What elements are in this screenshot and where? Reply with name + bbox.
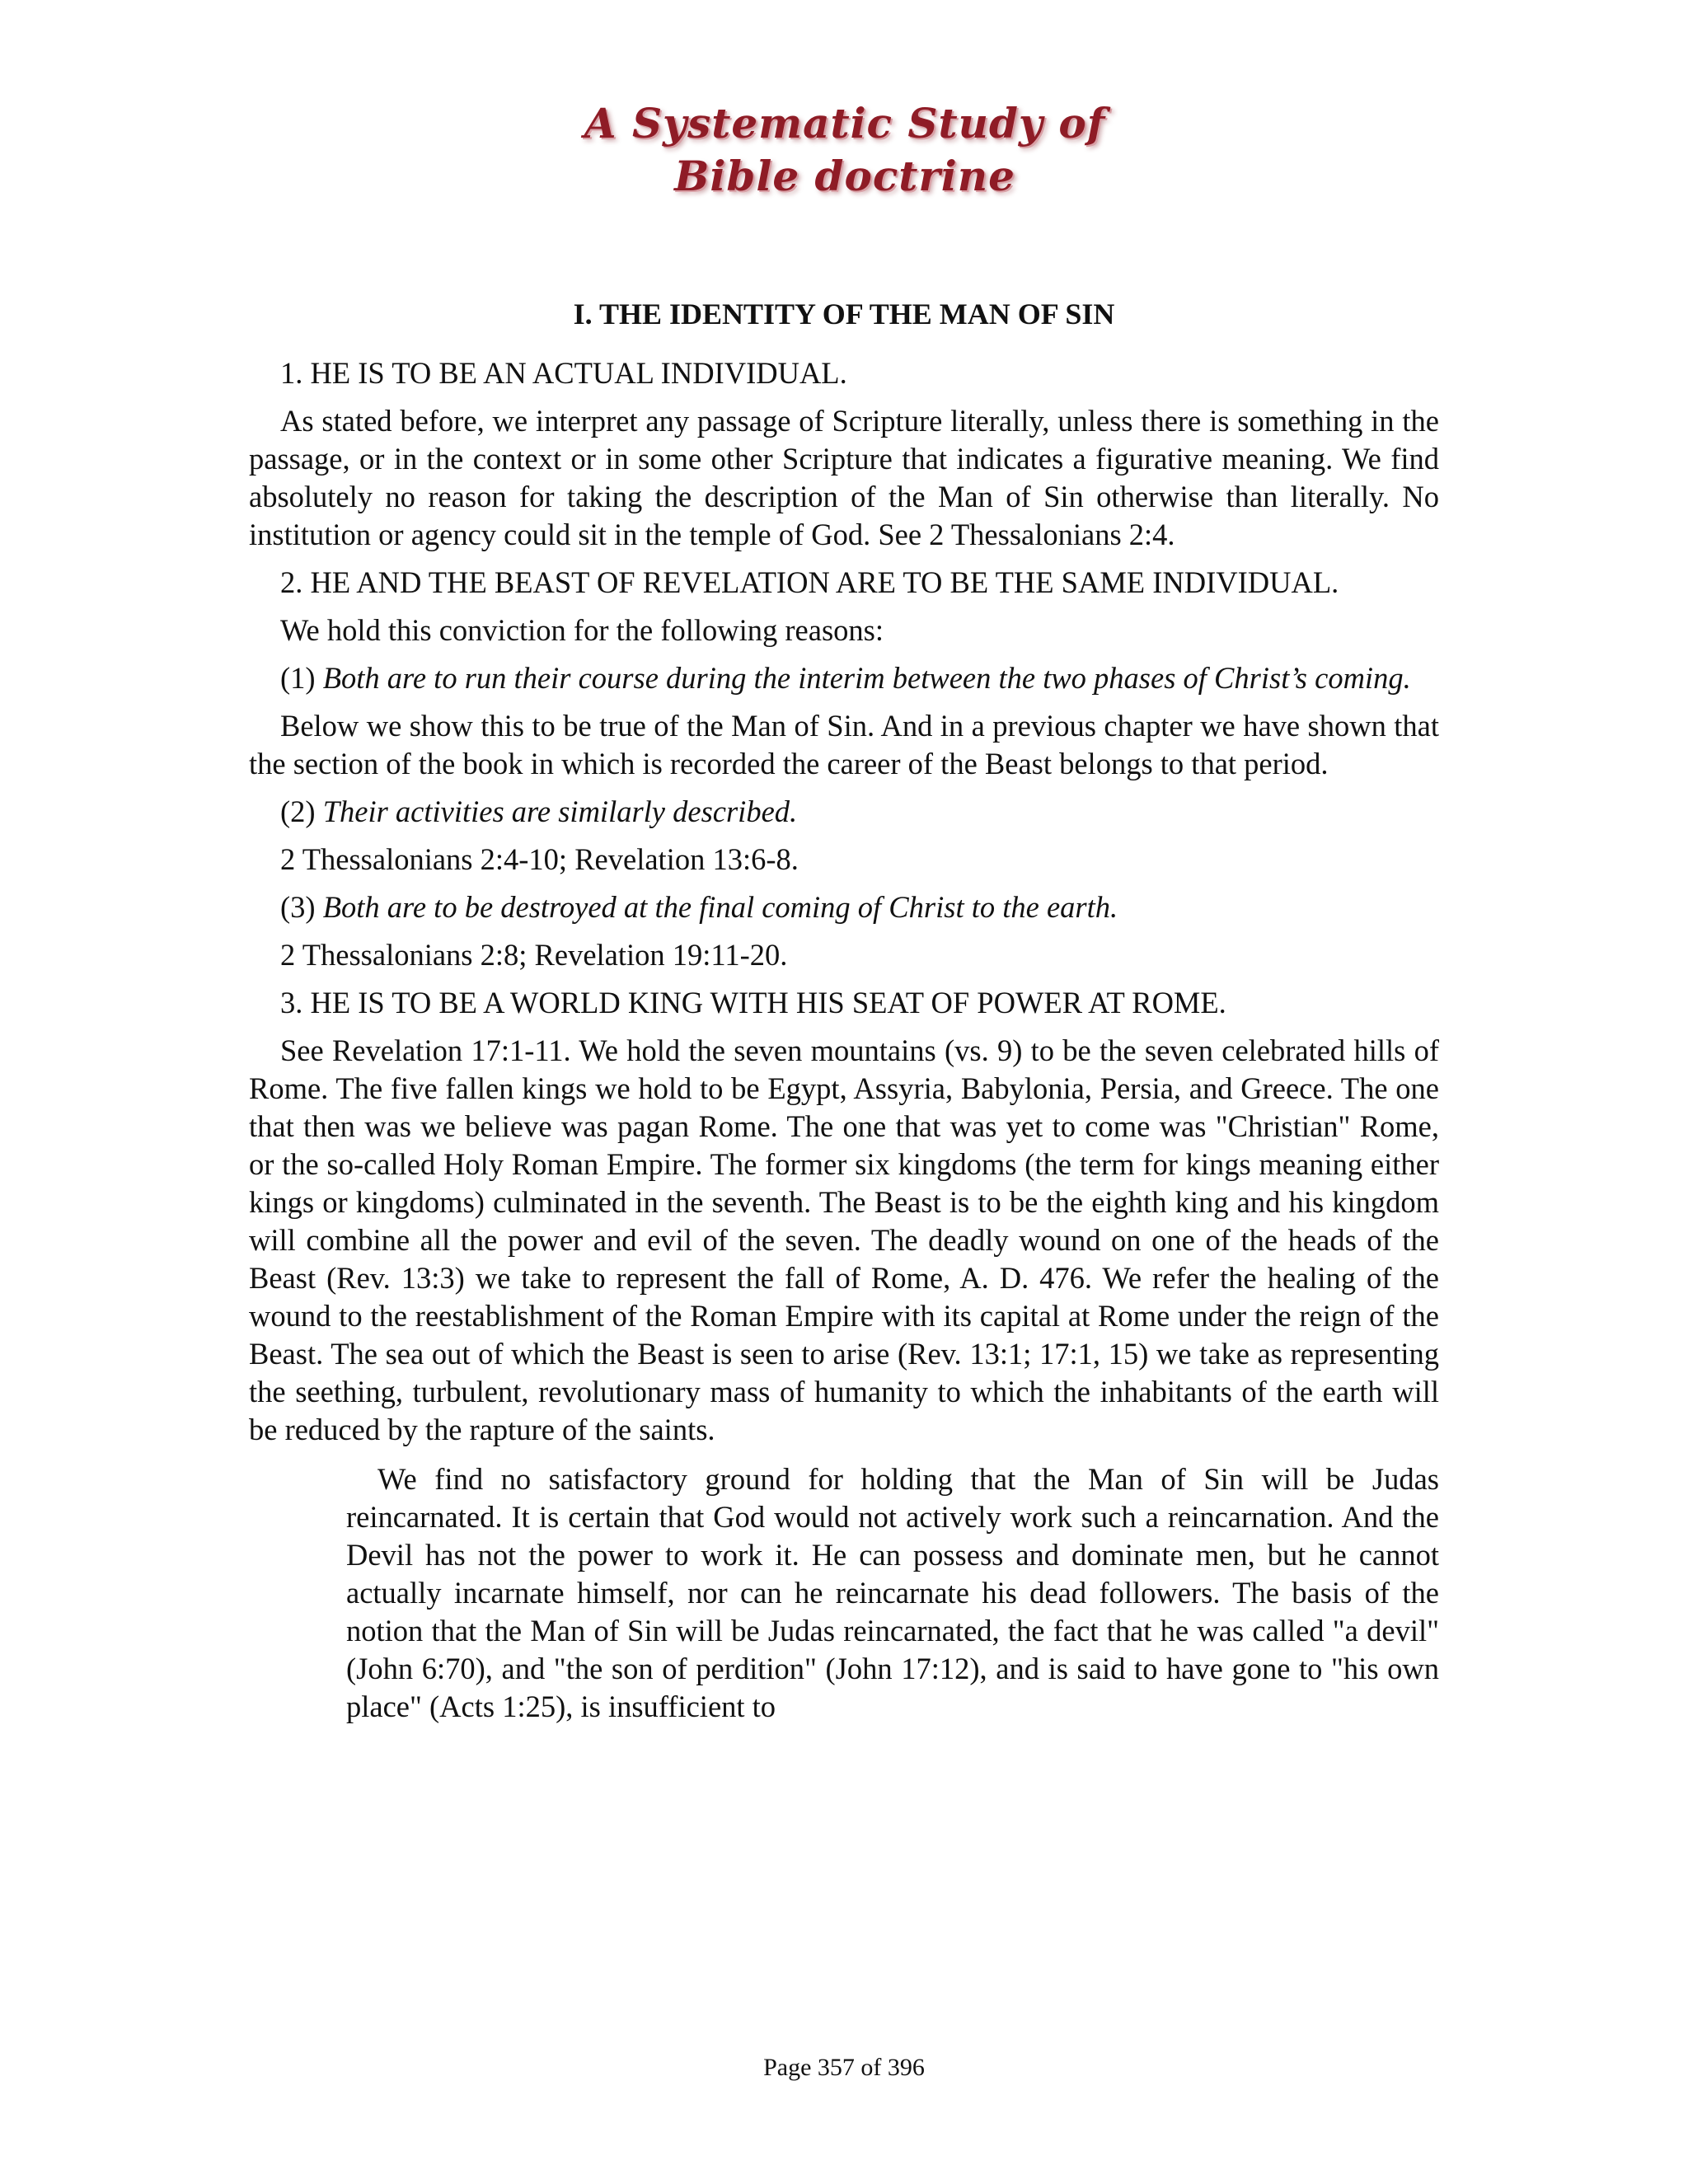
reason-3-references: 2 Thessalonians 2:8; Revelation 19:11-20. xyxy=(280,938,788,972)
point-3-heading: 3. HE IS TO BE A WORLD KING WITH HIS SEAT OF POWER AT ROME. xyxy=(280,986,1226,1019)
reason-2 xyxy=(249,793,1439,831)
indented-note-judas: We find no satisfactory ground for holding that the Man of Sin will be Judas reincarnated. It is certain that God would not actively work such a reincarnation. And the Devil has not the power to work it. He can possess and dominate men, but he cannot actually incarnate himself, nor can he reincarnate his dead followers. The basis of the notion that the Man of Sin will be Judas reincarnated, the fact that he was called "a devil" (John 6:70), and "the son of perdition" (John 17:12), and is said to have gone to "his own place" (Acts 1:25), is insufficient to xyxy=(346,1462,1439,1723)
reason-3-text: Both are to be destroyed at the final coming of Christ to the earth. xyxy=(322,890,1118,924)
reason-1 xyxy=(249,659,1439,697)
reason-3 xyxy=(249,888,1439,926)
logo-line-1: A Systematic Study of xyxy=(584,99,1106,148)
reason-2-text: Their activities are similarly described. xyxy=(322,794,798,828)
point-1-heading: 1. HE IS TO BE AN ACTUAL INDIVIDUAL. xyxy=(280,356,847,390)
logo-line-2: Bible doctrine xyxy=(674,152,1015,200)
page-number: Page 357 of 396 xyxy=(763,2054,925,2081)
reason-2-number: (2) xyxy=(280,794,323,828)
paragraph-reasons-intro: We hold this conviction for the following reasons: xyxy=(280,613,884,647)
section-heading: I. THE IDENTITY OF THE MAN OF SIN xyxy=(573,298,1115,330)
document-body xyxy=(249,295,1439,1726)
reason-3-number: (3) xyxy=(280,890,323,924)
paragraph-world-king: See Revelation 17:1-11. We hold the seven mountains (vs. 9) to be the seven celebrated hills of Rome. The five fallen kings we hold to be Egypt, Assyria, Babylonia, Persia, and Greece. The one that then was we believe was pagan Rome. The one that was yet to come was "Christian" Rome, or the so-called Holy Roman Empire. The former six kingdoms (the term for kings meaning either kings or kingdoms) culminated in the seventh. The Beast is to be the eighth king and his kingdom will combine all the power and evil of the seven. The deadly wound on one of the heads of the Beast (Rev. 13:3) we take to represent the fall of Rome, A. D. 476. We refer the healing of the wound to the reestablishment of the Roman Empire with its capital at Rome under the reign of the Beast. The sea out of which the Beast is seen to arise (Rev. 13:1; 17:1, 15) we take as representing the seething, turbulent, revolutionary mass of humanity to which the inhabitants of the earth will be reduced by the rapture of the saints. xyxy=(249,1033,1439,1446)
paragraph-literal-interpretation: As stated before, we interpret any passage of Scripture literally, unless there is something in the passage, or in the context or in some other Scripture that indicates a figurative meaning. We find absolutely no reason for taking the description of the Man of Sin otherwise than literally. No institution or agency could sit in the temple of God. See 2 Thessalonians 2:4. xyxy=(249,404,1439,551)
reason-2-references: 2 Thessalonians 2:4-10; Revelation 13:6-8. xyxy=(280,842,799,876)
reason-1-number: (1) xyxy=(280,661,323,695)
reason-1-text: Both are to run their course during the interim between the two phases of Christ’s coming. xyxy=(322,661,1411,695)
point-2-heading: 2. HE AND THE BEAST OF REVELATION ARE TO BE THE SAME INDIVIDUAL. xyxy=(280,565,1339,599)
paragraph-reason-1-explanation: Below we show this to be true of the Man of Sin. And in a previous chapter we have shown that the section of the book in which is recorded the career of the Beast belongs to that period. xyxy=(249,709,1439,780)
book-title-logo xyxy=(569,97,1121,213)
